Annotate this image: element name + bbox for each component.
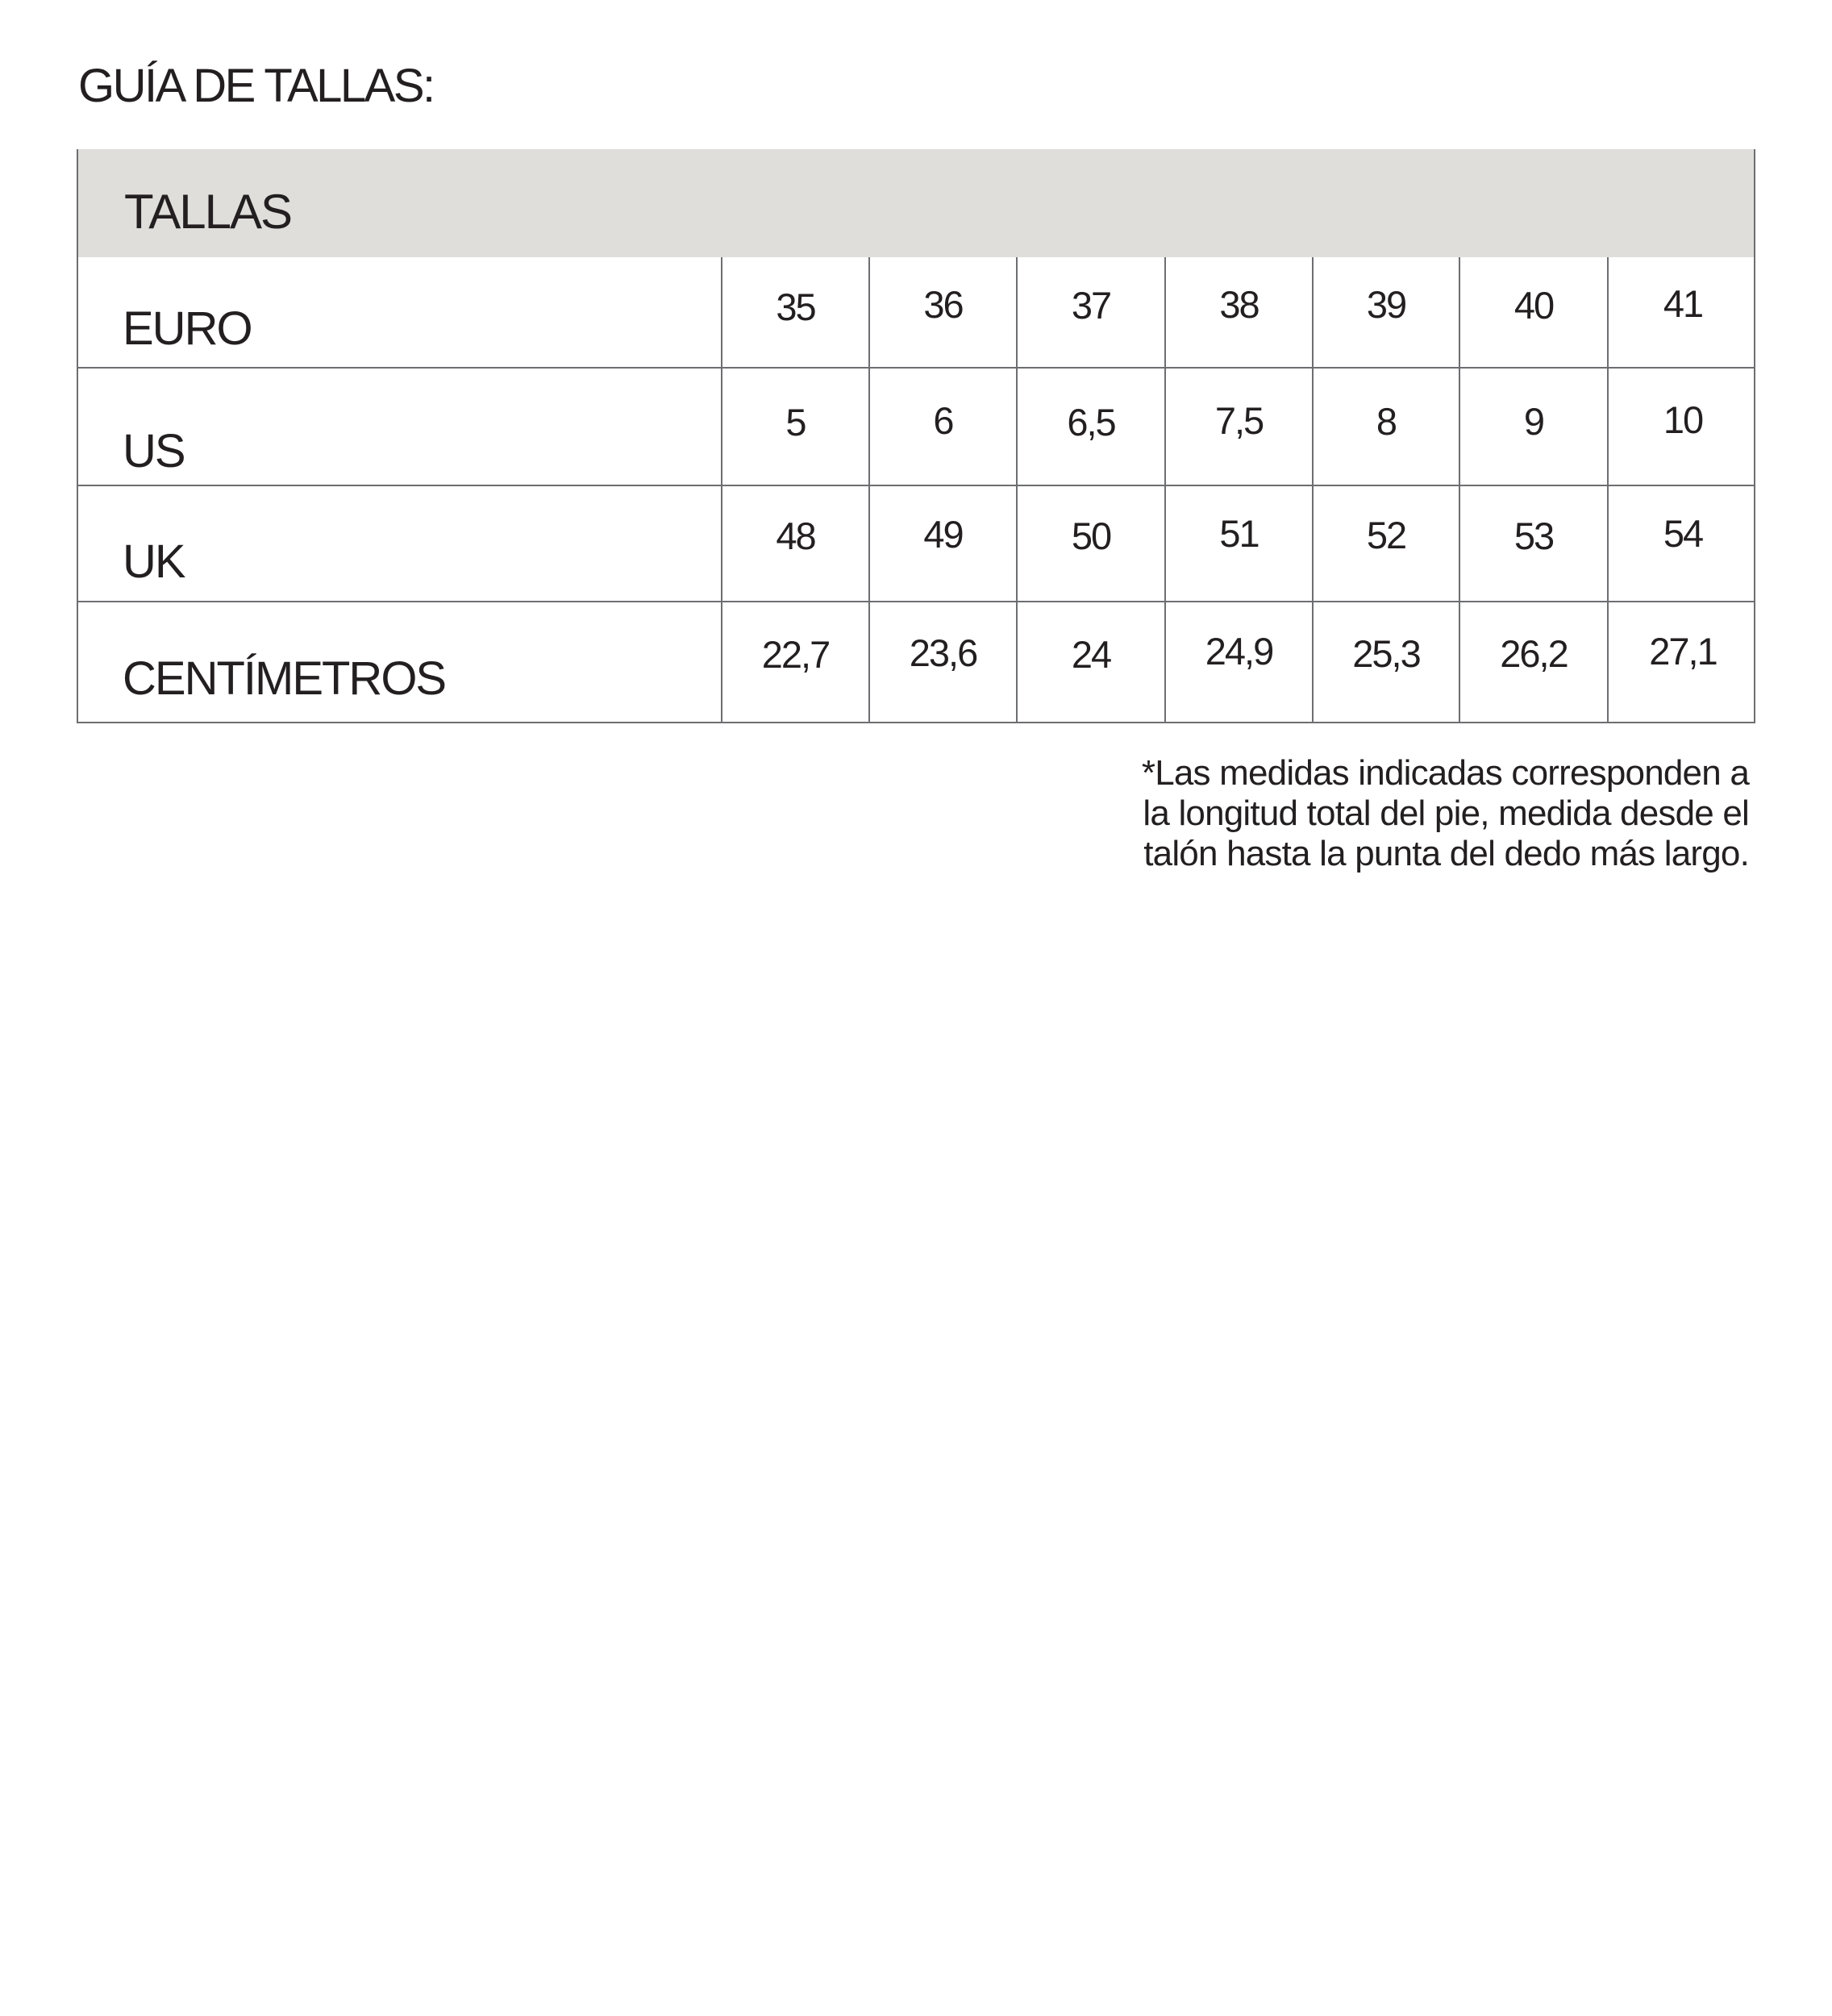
table-cell [1607,369,1757,485]
table-cell [868,602,1016,722]
cell-value: 52 [1366,514,1406,556]
measurement-note [1023,753,1749,874]
cell-value: 36 [923,283,963,326]
table-row-us [77,369,1755,486]
table-cell [1459,257,1607,367]
table-cell [868,486,1016,601]
cell-value: 37 [1071,284,1111,327]
note-line: *Las medidas indicadas corresponden a [1141,753,1749,793]
row-label-euro: EURO [123,302,252,355]
cell-value: 6,5 [1067,401,1115,444]
page-title: GUÍA DE TALLAS: [78,60,434,112]
table-cell [1016,369,1164,485]
table-cell [1607,602,1757,722]
size-table [77,149,1755,723]
cell-value: 10 [1663,398,1703,441]
table-cell [1016,486,1164,601]
cell-value: 54 [1663,512,1703,555]
cell-value: 26,2 [1500,632,1568,675]
table-cell [1459,369,1607,485]
cell-value: 6 [933,399,953,442]
table-cell [721,369,868,485]
row-label-centimetros: CENTÍMETROS [123,652,446,705]
cell-value: 38 [1219,283,1259,326]
table-cell [1312,257,1459,367]
cell-value: 51 [1219,512,1259,555]
cell-value: 25,3 [1352,632,1420,675]
table-cell [1459,486,1607,601]
cell-value: 39 [1366,283,1406,326]
table-cell [1016,602,1164,722]
table-cell [868,257,1016,367]
table-header [77,149,1755,257]
table-row-uk [77,486,1755,602]
cell-value: 53 [1513,514,1554,557]
table-header-label: TALLAS [124,185,291,239]
table-cell [721,257,868,367]
cell-value: 48 [776,514,815,557]
cell-value: 41 [1663,282,1703,325]
table-cell [1164,602,1312,722]
cell-value: 9 [1523,400,1544,443]
table-cell [1164,369,1312,485]
cell-value: 35 [776,285,815,328]
cell-value: 7,5 [1214,399,1264,442]
row-label-uk: UK [123,535,185,588]
table-cell [1459,602,1607,722]
note-line: talón hasta la punta del dedo más largo. [1143,834,1749,873]
table-cell [721,486,868,601]
cell-value: 27,1 [1649,630,1717,673]
cell-value: 49 [923,513,963,556]
cell-value: 40 [1513,284,1554,327]
table-cell [1607,257,1757,367]
table-row-centimetros [77,602,1755,723]
table-cell [1164,486,1312,601]
cell-value: 8 [1376,400,1397,443]
table-cell [1312,602,1459,722]
table-cell [1164,257,1312,367]
table-cell [1607,486,1757,601]
cell-value: 24,9 [1205,630,1273,673]
row-label-us: US [123,425,185,477]
table-cell [868,369,1016,485]
table-cell [1312,369,1459,485]
table-cell [1312,486,1459,601]
cell-value: 23,6 [909,631,977,674]
note-line: la longitud total del pie, medida desde el [1143,793,1749,833]
cell-value: 50 [1071,514,1111,557]
table-cell [721,602,868,722]
cell-value: 22,7 [761,633,830,676]
table-row-euro [77,257,1755,369]
cell-value: 5 [785,401,806,444]
table-cell [1016,257,1164,367]
cell-value: 24 [1071,633,1111,676]
